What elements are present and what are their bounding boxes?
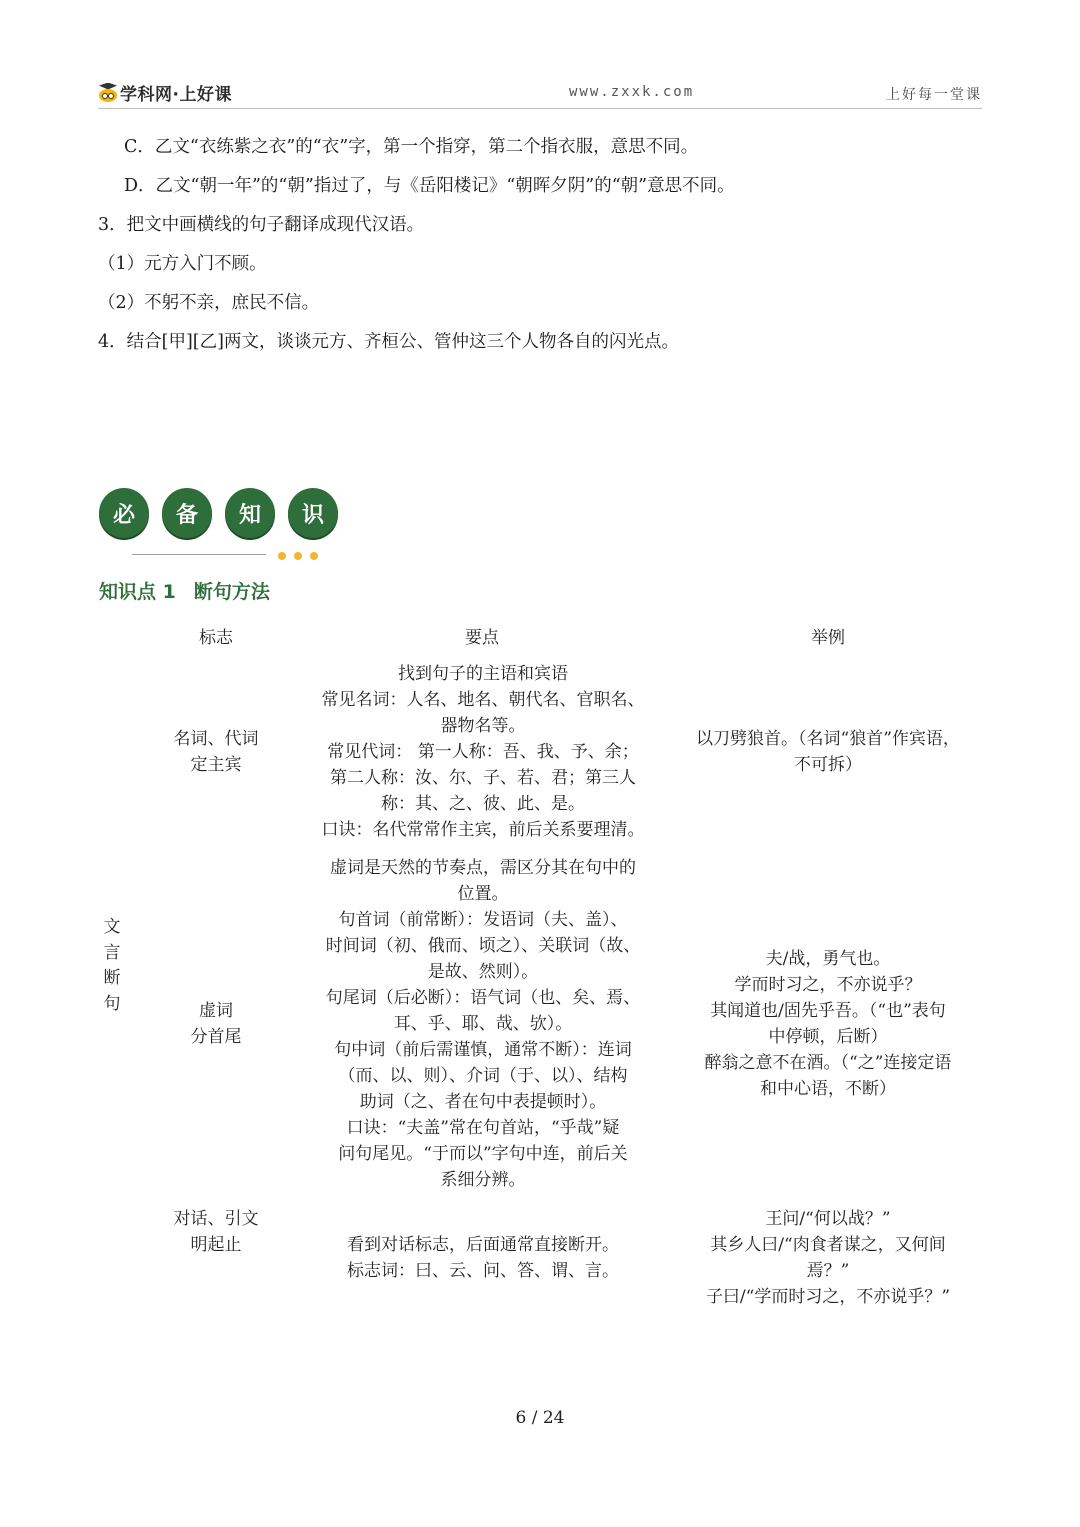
section-badges [99, 488, 351, 538]
decorative-divider [132, 554, 266, 555]
table-row-2-examples: 夫/战，勇气也。 学而时习之，不亦说乎？ 其闻道也/固先乎吾。（“也”表句 中停顿，后断） 醉翁之意不在酒。（“之”连接定语 和中心语，不断） [704, 949, 952, 1099]
table-category [100, 915, 124, 1017]
category-char: 言 [103, 942, 121, 963]
decorative-dot [278, 552, 286, 560]
decorative-dot [294, 552, 302, 560]
category-char: 断 [103, 968, 121, 988]
table-row-3-examples: 王问/“何以战？” 其乡人曰/“肉食者谋之，又何间 焉？” 子曰/“学而时习之，不亦说乎？” [705, 1209, 951, 1307]
question-3-part-1: （1）元方入门不顾。 [98, 254, 267, 274]
badge-char: 备 [162, 488, 212, 538]
table-row-2-points: 虚词是天然的节奏点，需区分其在句中的 位置。 句首词（前常断）：发语词（夫、盖）、 时间词（初、俄而、顷之）、关联词（故、 是故、然则）。 句尾词（后必断）：语气词（也、矣、焉、 耳、乎、耶、哉、欤）。 句中词（前后需谨慎，通常不断）：连词 （而、以、则）、介词（于、以）、结构 助词（之、者在句中表提顿时）。 口诀：“夫盖”常在句首站，“乎哉”疑 问句尾见。“于而以”字句中连，前后关 系细分辨。 [325, 858, 641, 1190]
question-option-d: D．乙文“朝一年”的“朝”指过了，与《岳阳楼记》“朝晖夕阴”的“朝”意思不同。 [124, 176, 735, 196]
category-char: 文 [103, 917, 121, 937]
decorative-dot [310, 552, 318, 560]
table-row-1-examples: 以刀劈狼首。（名词“狼首”作宾语， 不可拆） [696, 729, 960, 775]
table-row-3-points: 看到对话标志，后面通常直接断开。 标志词：曰、云、问、答、谓、言。 [347, 1235, 619, 1281]
question-option-c: C．乙文“衣练紫之衣”的“衣”字，第一个指穿，第二个指衣服，意思不同。 [124, 137, 699, 157]
knowledge-point-label: 知识点 1 [99, 581, 176, 603]
owl-logo-icon [98, 83, 118, 103]
header-slogan: 上好每一堂课 [886, 87, 982, 103]
badge-char: 知 [225, 488, 275, 538]
question-4: 4．结合[甲][乙]两文，谈谈元方、齐桓公、管仲这三个人物各自的闪光点。 [98, 332, 679, 352]
table-row-1-points: 找到句子的主语和宾语 常见名词：人名、地名、朝代名、官职名、 器物名等。 常见代词： 第一人称：吾、我、予、余； 第二人称：汝、尔、子、若、君；第三人 称：其、之、彼、此、是。 口诀：名代常常作主宾，前后关系要理清。 [321, 664, 645, 840]
table-header-points: 要点 [465, 628, 499, 648]
knowledge-point-name: 断句方法 [193, 581, 270, 603]
logo-text: 学科网·上好课 [120, 85, 232, 105]
category-char: 句 [103, 993, 121, 1014]
page-header [98, 78, 982, 109]
site-url: www.zxxk.com [569, 84, 695, 100]
table-header-examples: 举例 [811, 628, 845, 648]
table-header-mark: 标志 [199, 628, 233, 648]
logo [98, 80, 232, 105]
table-row-1-mark: 名词、代词 定主宾 [173, 729, 259, 775]
knowledge-point-title [99, 577, 270, 604]
page-number: 6 / 24 [515, 1408, 565, 1428]
badge-char: 必 [99, 488, 149, 538]
badge-char: 识 [288, 488, 338, 538]
table-row-3-mark: 对话、引文 明起止 [173, 1209, 259, 1255]
table-row-2-mark: 虚词 分首尾 [190, 1001, 242, 1047]
question-3: 3．把文中画横线的句子翻译成现代汉语。 [98, 215, 425, 235]
question-3-part-2: （2）不躬不亲，庶民不信。 [98, 293, 320, 313]
